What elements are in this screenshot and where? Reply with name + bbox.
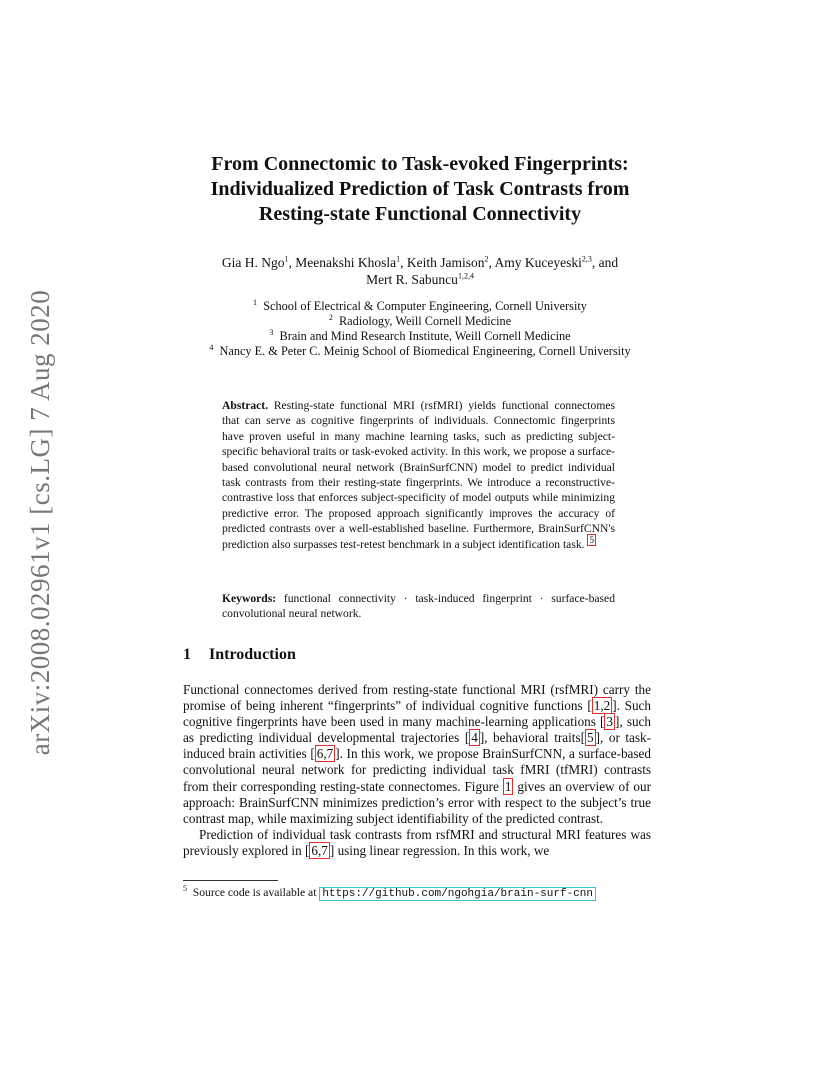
section-heading [183, 646, 296, 664]
author-affil-sup: 1,2,4 [457, 271, 474, 281]
paper-title [140, 152, 700, 227]
arxiv-id: arXiv:2008.02961v1 [cs.LG] 7 Aug 2020 [25, 289, 56, 755]
citation-link[interactable]: 1,2 [593, 698, 611, 714]
footnote-rule [183, 880, 278, 881]
body-text-run: Functional connectomes derived from resting-state functional MRI (rsfMRI) carry the promise of being inherent “fingerprints” of individual cognitive functions [183, 682, 651, 714]
affiliation [160, 344, 680, 359]
affiliation-text: Nancy E. & Peter C. Meinig School of Biomedical Engineering, Cornell University [219, 344, 631, 358]
author-name: Gia H. Ngo [221, 255, 285, 270]
citation-link[interactable]: 6,7 [311, 842, 328, 858]
section-title: Introduction [209, 646, 296, 663]
keywords-text: functional connectivity · task-induced fingerprint · surface-based convolutional neural network. [222, 592, 615, 621]
author-name: Keith Jamison [406, 255, 485, 270]
affiliation-num: 2 [328, 312, 333, 322]
intro-body [183, 682, 651, 859]
citation-link[interactable]: 5 [587, 730, 594, 746]
arxiv-watermark [16, 287, 66, 757]
affiliation [160, 299, 680, 314]
abstract-label: Abstract. [222, 399, 269, 412]
title-line: From Connectomic to Task-evoked Fingerprints: [211, 153, 629, 175]
intro-paragraph: Functional connectomes derived from resting-state functional MRI (rsfMRI) carry the promise of being inherent “fingerprints” of individual cognitive functions [ 1,2 ]. Such cognitive fingerprints have been used in many machine-learning applications [ 3 ], such as predicting individual developmental trajectories [ 4 ], behavioral traits[ 5 ], or task-induced brain activities [ 6,7 ]. In this work, we propose BrainSurfCNN, a surface-based convolutional neural network for predicting individual task fMRI (tfMRI) contrasts from their corresponding resting-state connectomes. Figure 1 gives an overview of our approach: BrainSurfCNN minimizes prediction’s error with respect to the subject’s true contrast map, while maximizing subject identifiability of the predicted contrast. [183, 682, 652, 826]
title-line: Resting-state Functional Connectivity [258, 203, 582, 225]
body-text-run: , such as predicting individual developmental trajectories [183, 714, 651, 746]
affiliation [160, 314, 680, 329]
author-list: Gia H. Ngo$^1$, Meenakshi Khosla$^1$, Keith Jamison$^2$, Amy Kuceyeski$^{2,3}$, and Mert R. Sabuncu$^{1,2,4}$ [221, 254, 619, 287]
footnote [183, 886, 663, 901]
affiliation-num: 1 [253, 297, 258, 307]
body-text-run: . In this work, we propose BrainSurfCNN, a surface-based convolutional neural network for predicting individual task fMRI (tfMRI) contrasts from their corresponding resting-state connectomes. Figure [183, 746, 651, 794]
citation-link[interactable]: 6,7 [316, 746, 334, 762]
affiliation-list [160, 299, 680, 359]
source-code-link[interactable]: https://github.com/ngohgia/brain-surf-cnn [319, 887, 596, 901]
body-text-run: , or task-induced brain activities [183, 730, 651, 762]
body-text-run: . Such cognitive fingerprints have been used in many machine-learning applications [183, 698, 652, 730]
body-text-run: , behavioral traits [484, 730, 581, 746]
abstract [222, 398, 615, 552]
abstract-text: Resting-state functional MRI (rsfMRI) yields functional connectomes that can serve as cognitive fingerprints of individuals. Connectomic fingerprints have proven useful in many machine learning tasks, such as predicting subject-specific behavioral traits or task-evoked activity. In this work, we propose a surface-based convolutional neural network (BrainSurfCNN) model to predict individual task contrasts from their resting-state fingerprints. We introduce a reconstructive-contrastive loss that enforces subject-specificity of model outputs while minimizing predictive error. The proposed approach significantly improves the accuracy of predicted contrasts over a well-established baseline. Furthermore, BrainSurfCNN's prediction also surpasses test-retest benchmark in a subject identification task. [222, 399, 615, 551]
body-text-run: gives an overview of our approach: BrainSurfCNN minimizes prediction’s error with respect to the subject’s true contrast map, while maximizing subject identifiability of the predicted contrast. [183, 778, 651, 826]
title-line: Individualized Prediction of Task Contrasts from [210, 178, 630, 200]
figure-link[interactable]: 1 [504, 778, 512, 794]
citation-link[interactable]: 4 [471, 730, 478, 746]
author-affil-sup: 2 [484, 254, 489, 264]
keywords [222, 591, 615, 622]
footnote-text: Source code is available at [192, 886, 317, 899]
author-name: Mert R. Sabuncu [366, 272, 458, 287]
author-and: and [598, 255, 619, 270]
author-name: Meenakshi Khosla [295, 255, 397, 270]
affiliation-num: 4 [209, 342, 214, 352]
affiliation-num: 3 [269, 327, 274, 337]
affiliation-text: School of Electrical & Computer Engineering, Cornell University [263, 299, 587, 313]
author-affil-sup: 1 [284, 254, 289, 264]
affiliation-text: Radiology, Weill Cornell Medicine [338, 314, 512, 328]
footnote-link[interactable]: 5 [589, 534, 594, 545]
author-affil-sup: 1 [396, 254, 401, 264]
intro-paragraph: Prediction of individual task contrasts from rsfMRI and structural MRI features was previously explored in [ 6,7 ] using linear regression. In this work, we [183, 826, 651, 858]
section-number: 1 [183, 646, 191, 663]
author-affil-sup: 2,3 [581, 254, 592, 264]
affiliation-text: Brain and Mind Research Institute, Weill Cornell Medicine [279, 329, 571, 343]
affiliation [160, 329, 680, 344]
footnote-num: 5 [183, 884, 187, 894]
body-text-run: Prediction of individual task contrasts from rsfMRI and structural MRI features was previously explored in [183, 826, 651, 858]
author-name: Amy Kuceyeski [494, 255, 582, 270]
body-text-run: using linear regression. In this work, we [334, 842, 550, 858]
citation-link[interactable]: 3 [606, 714, 614, 730]
keywords-label: Keywords: [222, 592, 277, 605]
